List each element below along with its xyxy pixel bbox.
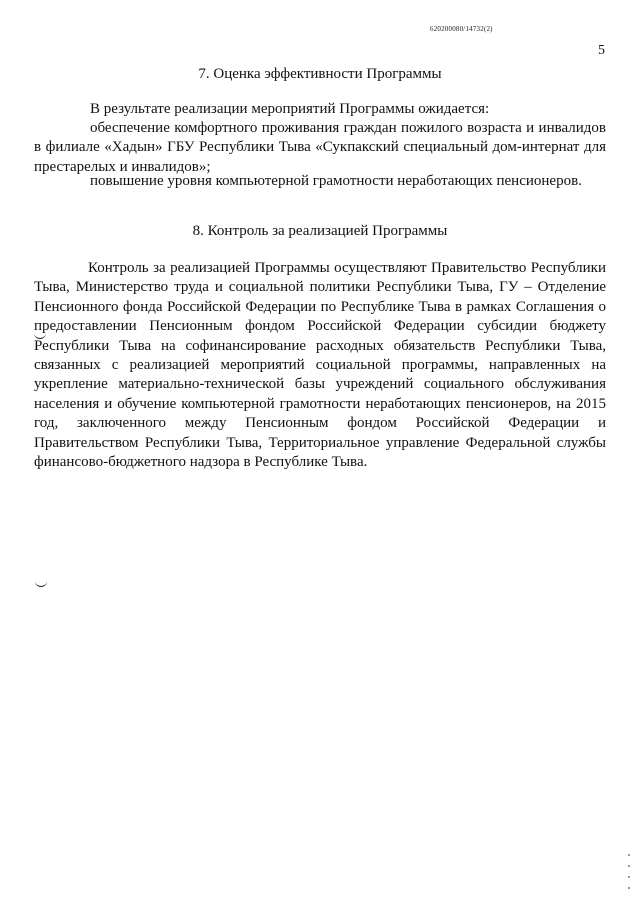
section-7-heading: 7. Оценка эффективности Программы	[198, 66, 442, 82]
section-8-paragraph: Контроль за реализацией Программы осуществляют Правительство Республики Тыва, Министерство труда и социальной политики Республики Тыва, ГУ – Отделение Пенсионного фонда Российской Федерации по Республике Тыва в рамках Соглашения о предоставлении Пенсионным фондом Российской Федерации субсидии бюджету Республики Тыва на софинансирование расходных обязательств Республики Тыва, связанных с реализацией мероприятий социальной программы, направленных на укрепление материально-технической базы учреждений социального обслуживания населения и обучение компьютерной грамотности неработающих пенсионеров, на 2015 год, заключенного между Пенсионным фондом Российской Федерации и Правительством Республики Тыва, Территориальное управление Федеральной службы финансово-бюджетного надзора в Республике Тыва.	[34, 260, 606, 471]
section-7-paragraph-2: обеспечение комфортного проживания граждан пожилого возраста и инвалидов в филиале «Хадын» ГБУ Республики Тыва «Сукпакский специальный дом-интернат для престарелых и инвалидов»;	[34, 120, 606, 175]
section-7-paragraph-3: повышение уровня компьютерной грамотности неработающих пенсионеров.	[90, 173, 582, 189]
punch-hole-mark-icon	[35, 580, 47, 587]
page-number: 5	[598, 43, 605, 58]
section-8-heading: 8. Контроль за реализацией Программы	[192, 223, 448, 239]
scan-edge-dots	[628, 854, 630, 898]
document-id: 620200080/14732(2)	[430, 25, 493, 33]
section-7-paragraph-1: В результате реализации мероприятий Программы ожидается:	[90, 101, 490, 117]
